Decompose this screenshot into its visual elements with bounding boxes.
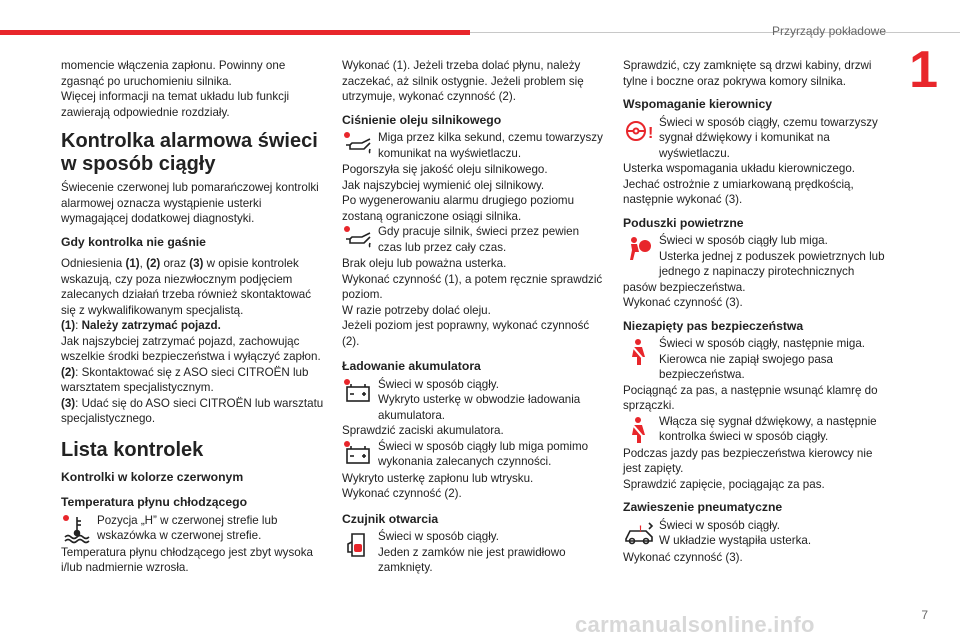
belt-text-5: Podczas jazdy pas bezpieczeństwa kierowcy nie jest zapięty. bbox=[623, 446, 873, 475]
header-red-bar bbox=[0, 30, 470, 35]
oil-pressure-icon bbox=[342, 225, 374, 255]
belt-entry-2 bbox=[623, 414, 888, 446]
svg-text:!: ! bbox=[648, 124, 654, 142]
oil-pressure-icon bbox=[342, 131, 374, 161]
door-open-icon bbox=[342, 530, 374, 560]
oil-text-2: Pogorszyła się jakość oleju silnikowego. bbox=[342, 163, 548, 176]
action-1: (1): Należy zatrzymać pojazd. bbox=[61, 319, 221, 332]
battery-text-6: Wykonać czynność (2). bbox=[342, 487, 462, 500]
subheading-coolant: Temperatura płynu chłodzącego bbox=[61, 495, 248, 509]
heading-list: Lista kontrolek bbox=[61, 438, 204, 461]
subheading-door: Czujnik otwarcia bbox=[342, 511, 439, 526]
subheading-steering: Wspomaganie kierownicy bbox=[623, 97, 772, 111]
belt-text-1: Świeci w sposób ciągły, następnie miga. bbox=[659, 337, 865, 350]
seatbelt-icon bbox=[623, 415, 655, 445]
power-steering-icon bbox=[623, 116, 655, 146]
chapter-number: 1 bbox=[909, 41, 938, 99]
air-suspension-icon bbox=[623, 519, 655, 549]
subheading-charging: Ładowanie akumulatora bbox=[342, 359, 481, 373]
airbag-text-1: Świeci w sposób ciągły lub miga. bbox=[659, 234, 828, 247]
airbag-text-3: Wykonać czynność (3). bbox=[623, 296, 743, 309]
intro-text-1: momencie włączenia zapłonu. Powinny one zgasnąć po uruchomieniu silnika. bbox=[61, 59, 286, 88]
subheading-belt: Niezapięty pas bezpieczeństwa bbox=[623, 318, 804, 333]
suspension-text-3: Wykonać czynność (3). bbox=[623, 550, 743, 564]
page-number: 7 bbox=[921, 608, 928, 622]
coolant-entry bbox=[61, 513, 326, 545]
suspension-entry bbox=[623, 518, 888, 550]
column-2 bbox=[342, 58, 604, 576]
steady-text: Świecenie czerwonej lub pomarańczowej kontrolki alarmowej oznacza wystąpienie usterki wymagającej dodatkowej diagnostyki. bbox=[61, 181, 319, 225]
steering-text-3: Jechać ostrożnie z umiarkowaną prędkością, następnie wykonać (3). bbox=[623, 177, 854, 206]
airbag-icon bbox=[623, 234, 655, 264]
action-3: (3): Udać się do ASO sieci CITROËN lub warsztatu specjalistycznego. bbox=[61, 396, 324, 425]
coolant-text: Pozycja „H” w czerwonej strefie lub wskazówka w czerwonej strefie. bbox=[97, 513, 278, 542]
heading-steady-warning: Kontrolka alarmowa świeci w sposób ciągły bbox=[61, 130, 318, 175]
coolant-text-2: Temperatura płynu chłodzącego jest zbyt wysoka i/lub nadmiernie wzrosła. bbox=[61, 545, 313, 574]
battery-text-2: Wykryto usterkę w obwodzie ładowania akumulatora. bbox=[378, 393, 581, 422]
oil-text-9: Jeżeli poziom jest poprawny, wykonać czynność (2). bbox=[342, 319, 590, 348]
header-divider bbox=[470, 32, 960, 33]
belt-text-3: Pociągnąć za pas, a następnie wsunąć klamrę do sprzączki. bbox=[623, 383, 878, 412]
subheading-red: Kontrolki w kolorze czerwonym bbox=[61, 469, 244, 484]
svg-text:!: ! bbox=[639, 523, 642, 534]
belt-entry bbox=[623, 336, 888, 383]
column-3 bbox=[623, 58, 888, 565]
oil-text-7: Wykonać czynność (1), a potem ręcznie sprawdzić poziom. bbox=[342, 272, 603, 301]
belt-text-2: Kierowca nie zapiął swojego pasa bezpieczeństwa. bbox=[659, 352, 834, 381]
door-text-3: Sprawdzić, czy zamknięte są drzwi kabiny, drzwi tylne i boczne oraz pokrywa komory silnika. bbox=[623, 59, 872, 88]
battery-icon bbox=[342, 440, 374, 470]
footer-watermark: carmanualsonline.info bbox=[575, 612, 815, 637]
oil-text-6: Brak oleju lub poważna usterka. bbox=[342, 257, 507, 270]
oil-text-5: Gdy pracuje silnik, świeci przez pewien czas lub przez cały czas. bbox=[378, 225, 580, 254]
intro-text-2: Więcej informacji na temat układu lub funkcji zawierają odpowiednie rozdziały. bbox=[61, 90, 290, 119]
battery-icon bbox=[342, 378, 374, 408]
section-title: Przyrządy pokładowe bbox=[771, 24, 886, 38]
references-paragraph: Odniesienia (1), (2) oraz (3) w opisie kontrolek wskazują, czy poza niezwłocznym podjęciem zalecanych działań trzeba również skontaktować się z wykwalifikowanym specjalistą. bbox=[61, 257, 312, 317]
steering-entry bbox=[623, 115, 888, 162]
action-2: (2): Skontaktować się z ASO sieci CITROËN lub warsztatem specjalistycznym. bbox=[61, 365, 309, 394]
seatbelt-icon bbox=[623, 337, 655, 367]
belt-text-4: Włącza się sygnał dźwiękowy, a następnie kontrolka świeci w sposób ciągły. bbox=[659, 414, 877, 443]
battery-text-5: Wykryto usterkę zapłonu lub wtrysku. bbox=[342, 471, 534, 485]
coolant-action: Wykonać (1). Jeżeli trzeba dolać płynu, należy zaczekać, aż silnik ostygnie. Jeżeli problem się utrzymuje, wykonać czynność (2). bbox=[342, 59, 584, 103]
battery-text-3: Sprawdzić zaciski akumulatora. bbox=[342, 424, 504, 437]
oil-entry-2 bbox=[342, 224, 604, 256]
door-text-2: Jeden z zamków nie jest prawidłowo zamknięty. bbox=[378, 545, 566, 574]
airbag-text-2: Usterka jednej z poduszek powietrznych lub jednego z napinaczy pirotechnicznych pasów bezpieczeństwa. bbox=[623, 249, 885, 294]
oil-text-3: Jak najszybciej wymienić olej silnikowy. bbox=[342, 178, 545, 192]
door-text-1: Świeci w sposób ciągły. bbox=[378, 530, 499, 543]
belt-text-6: Sprawdzić zapięcie, pociągając za pas. bbox=[623, 477, 825, 491]
action-1-text: Jak najszybciej zatrzymać pojazd, zachowując wszelkie środki bezpieczeństwa i wyłączyć zapłon. bbox=[61, 334, 321, 363]
oil-text-1: Miga przez kilka sekund, czemu towarzyszy komunikat na wyświetlaczu. bbox=[378, 131, 603, 160]
column-1 bbox=[61, 58, 326, 576]
steering-text-1: Świeci w sposób ciągły, czemu towarzyszy sygnał dźwiękowy i komunikat na wyświetlaczu. bbox=[659, 115, 878, 160]
subheading-not-off: Gdy kontrolka nie gaśnie bbox=[61, 234, 206, 249]
subheading-airbag: Poduszki powietrzne bbox=[623, 215, 744, 230]
battery-text-1: Świeci w sposób ciągły. bbox=[378, 377, 499, 391]
suspension-text-2: W układzie wystąpiła usterka. bbox=[659, 534, 812, 547]
airbag-entry bbox=[623, 233, 888, 295]
subheading-suspension: Zawieszenie pneumatyczne bbox=[623, 500, 783, 514]
battery-entry-2 bbox=[342, 439, 604, 471]
oil-entry bbox=[342, 130, 604, 162]
steering-text-2: Usterka wspomagania układu kierowniczego. bbox=[623, 162, 855, 175]
oil-text-4: Po wygenerowaniu alarmu drugiego poziomu zostaną ograniczone osiągi silnika. bbox=[342, 194, 575, 223]
oil-text-8: W razie potrzeby dolać oleju. bbox=[342, 303, 491, 317]
suspension-text-1: Świeci w sposób ciągły. bbox=[659, 518, 780, 532]
battery-text-4: Świeci w sposób ciągły lub miga pomimo wykonania zalecanych czynności. bbox=[378, 439, 589, 468]
door-entry bbox=[342, 529, 604, 576]
subheading-oil: Ciśnienie oleju silnikowego bbox=[342, 112, 502, 127]
battery-entry bbox=[342, 377, 604, 424]
coolant-temperature-icon bbox=[61, 514, 93, 544]
